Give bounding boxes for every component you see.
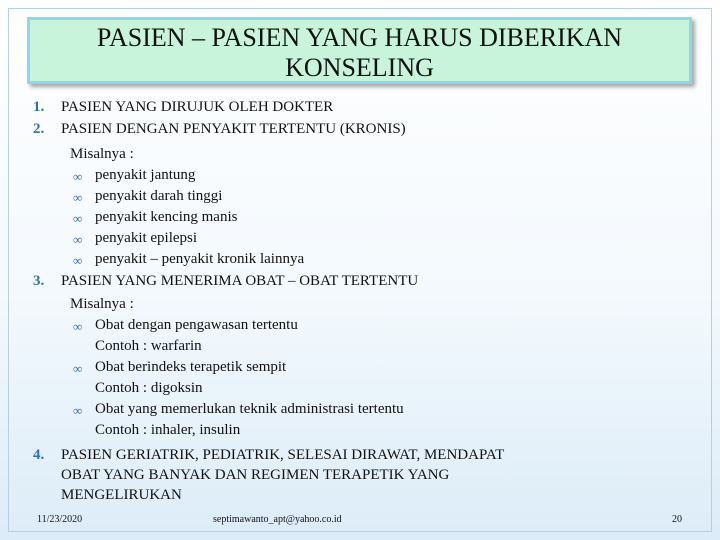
item-3-bullet-2: Obat berindeks terapetik sempit xyxy=(95,359,287,375)
item-2-intro: Misalnya : xyxy=(70,146,134,162)
footer-page-number: 20 xyxy=(672,514,682,525)
item-1-number: 1. xyxy=(33,99,45,115)
item-2-bullet-1: penyakit jantung xyxy=(95,167,196,183)
infinity-bullet-icon: ∞ xyxy=(73,403,83,418)
item-3-bullet-3: Obat yang memerlukan teknik administrasi tertentu xyxy=(95,401,404,417)
title-box xyxy=(27,17,692,84)
item-2-bullet-3: penyakit kencing manis xyxy=(95,209,238,225)
item-1-text: PASIEN YANG DIRUJUK OLEH DOKTER xyxy=(61,99,334,115)
infinity-bullet-icon: ∞ xyxy=(73,232,83,247)
item-2-number: 2. xyxy=(33,121,45,137)
infinity-bullet-icon: ∞ xyxy=(73,319,83,334)
title-line-1: PASIEN – PASIEN YANG HARUS DIBERIKAN xyxy=(96,23,623,52)
infinity-bullet-icon: ∞ xyxy=(73,190,83,205)
item-3-bullet-3-example: Contoh : inhaler, insulin xyxy=(95,422,241,438)
item-3-bullet-2-example: Contoh : digoksin xyxy=(95,380,203,396)
footer-date: 11/23/2020 xyxy=(37,514,83,525)
infinity-bullet-icon: ∞ xyxy=(73,169,83,184)
item-3-text: PASIEN YANG MENERIMA OBAT – OBAT TERTENTU xyxy=(61,273,419,289)
title-line-2: KONSELING xyxy=(285,53,434,82)
item-3-bullet-1-example: Contoh : warfarin xyxy=(95,338,202,354)
item-4-line-2: OBAT YANG BANYAK DAN REGIMEN TERAPETIK YANG xyxy=(61,467,450,483)
item-2-text: PASIEN DENGAN PENYAKIT TERTENTU (KRONIS) xyxy=(61,121,406,137)
infinity-bullet-icon: ∞ xyxy=(73,211,83,226)
item-2-bullet-5: penyakit – penyakit kronik lainnya xyxy=(95,251,305,267)
item-4-line-1: PASIEN GERIATRIK, PEDIATRIK, SELESAI DIRAWAT, MENDAPAT xyxy=(61,447,505,463)
footer-email: septimawanto_apt@yahoo.co.id xyxy=(213,514,342,525)
item-3-bullet-1: Obat dengan pengawasan tertentu xyxy=(95,317,298,333)
item-4-number: 4. xyxy=(33,447,45,463)
item-2-bullet-2: penyakit darah tinggi xyxy=(95,188,223,204)
item-3-number: 3. xyxy=(33,273,45,289)
infinity-bullet-icon: ∞ xyxy=(73,253,83,268)
item-2-bullet-4: penyakit epilepsi xyxy=(95,230,198,246)
item-3-intro: Misalnya : xyxy=(70,296,134,312)
infinity-bullet-icon: ∞ xyxy=(73,361,83,376)
item-4-line-3: MENGELIRUKAN xyxy=(61,487,182,503)
